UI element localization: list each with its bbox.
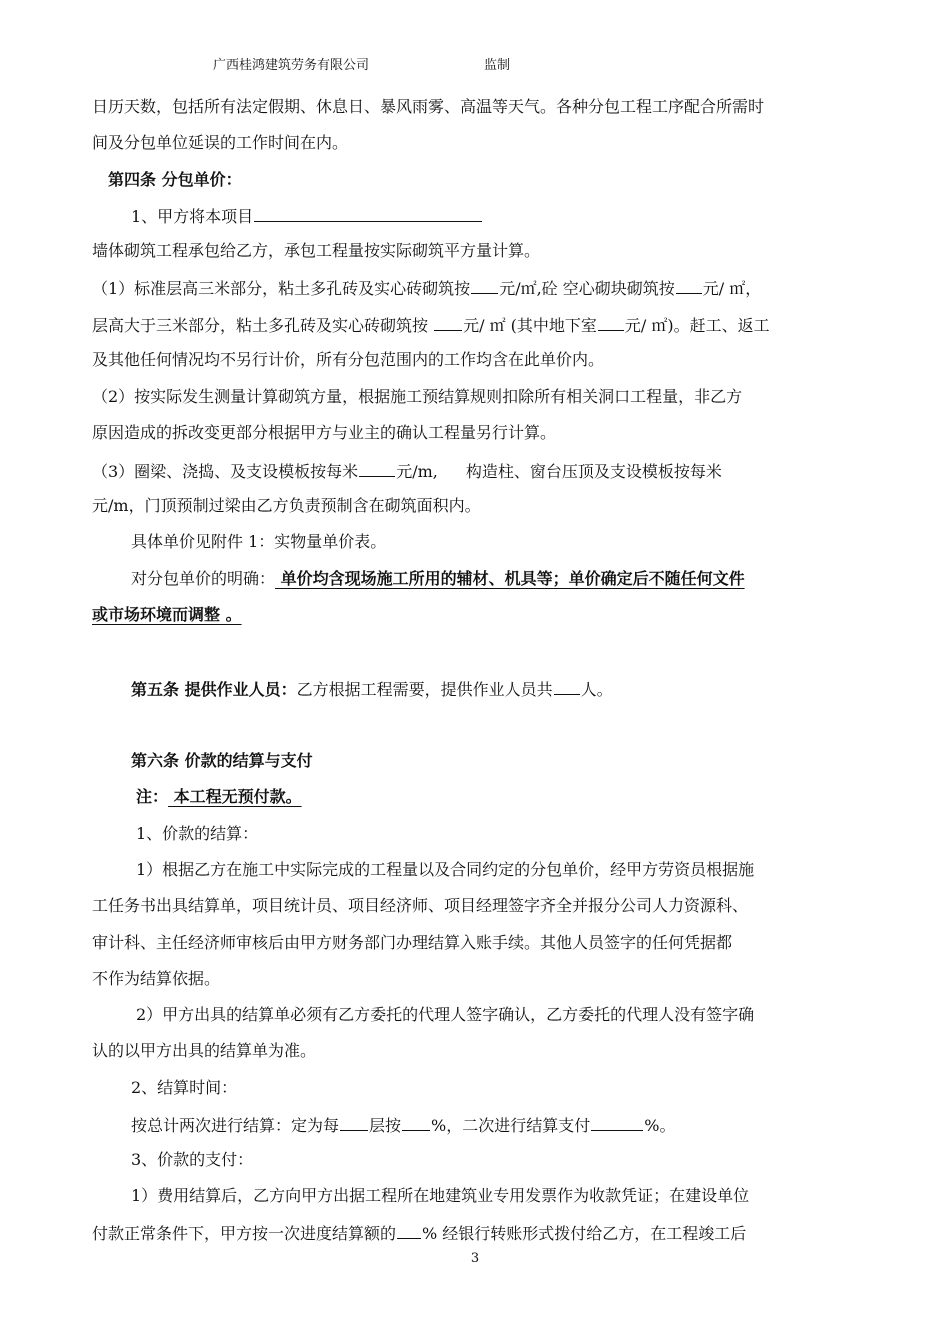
paragraph-line: [131, 568, 901, 590]
percent-blank: [397, 1221, 421, 1239]
header-company: 广西桂鸿建筑劳务有限公司: [213, 58, 370, 73]
note-line: [136, 786, 906, 808]
paragraph-line: 墙体砌筑工程承包给乙方，承包工程量按实际砌筑平方量计算。: [92, 241, 541, 260]
paragraph-line: 1）根据乙方在施工中实际完成的工程量以及合同约定的分包单价，经甲方劳资员根据施: [136, 860, 755, 879]
text: 付款正常条件下，甲方按一次进度结算额的: [92, 1224, 397, 1243]
paragraph-line: 3、价款的支付：: [131, 1150, 254, 1169]
percent-blank: [402, 1113, 430, 1131]
project-name-blank: [254, 204, 482, 222]
paragraph-line: 工任务书出具结算单，项目统计员、项目经济师、项目经理签字齐全并报分公司人力资源科、: [92, 896, 749, 915]
price-blank: [676, 276, 702, 294]
paragraph-line: 2、结算时间：: [131, 1078, 238, 1097]
floor-blank: [340, 1113, 368, 1131]
paragraph-line: 原因造成的拆改变更部分根据甲方与业主的确认工程量另行计算。: [92, 423, 557, 442]
paragraph-line: 2）甲方出具的结算单必须有乙方委托的代理人签字确认，乙方委托的代理人没有签字确: [136, 1005, 755, 1024]
text: （1）标准层高三米部分，粘土多孔砖及实心砖砌筑按: [92, 279, 471, 298]
paragraph-line: 1、价款的结算：: [136, 824, 259, 843]
percent-blank: [591, 1113, 643, 1131]
paragraph-line: 不作为结算依据。: [92, 969, 221, 988]
text: 层高大于三米部分，粘土多孔砖及实心砖砌筑按: [92, 316, 434, 335]
text: 层按: [369, 1116, 402, 1135]
text: % 经银行转账形式拨付给乙方，在工程竣工后: [422, 1224, 747, 1243]
paragraph-line: （2）按实际发生测量计算砌筑方量，根据施工预结算规则扣除所有相关洞口工程量，非乙方: [92, 387, 743, 406]
text: 1、甲方将本项目: [131, 207, 254, 226]
note-label: 注：: [136, 787, 169, 806]
article-5-line: [131, 677, 901, 701]
text: 乙方根据工程需要，提供作业人员共: [296, 680, 553, 699]
paragraph-line: [131, 1113, 901, 1137]
text: 元/m,: [396, 462, 438, 481]
text: 构造柱、窗台压顶及支设模板按每米: [465, 462, 722, 481]
count-blank: [554, 677, 580, 695]
paragraph-line: 及其他任何情况均不另行计价，所有分包范围内的工作均含在此单价内。: [92, 350, 605, 369]
article-4-heading: 第四条 分包单价：: [108, 170, 242, 189]
price-clarification-cont: 或市场环境而调整 。: [92, 605, 242, 624]
paragraph-line: [92, 276, 862, 300]
page-number: 3: [470, 1251, 480, 1266]
text: 元/ ㎡ (其中地下室: [463, 316, 597, 335]
header-label: 监制: [484, 58, 511, 73]
text: 元/ ㎡，: [702, 279, 762, 298]
text: 按总计两次进行结算：定为每: [131, 1116, 340, 1135]
text: 元/㎡,砼 空心砌块砌筑按: [499, 279, 675, 298]
paragraph-line: [131, 204, 901, 228]
price-blank: [598, 313, 624, 331]
price-blank: [359, 459, 395, 477]
text: %，二次进行结算支付: [431, 1116, 591, 1135]
price-clarification: 单价均含现场施工所用的辅材、机具等；单价确定后不随任何文件: [275, 569, 745, 588]
paragraph-line: 1）费用结算后，乙方向甲方出据工程所在地建筑业专用发票作为收款凭证；在建设单位: [131, 1186, 750, 1205]
paragraph-line: 审计科、主任经济师审核后由甲方财务部门办理结算入账手续。其他人员签字的任何凭据都: [92, 933, 733, 952]
paragraph-line: 具体单价见附件 1：实物量单价表。: [131, 532, 387, 551]
note-text: 本工程无预付款。: [168, 787, 302, 806]
paragraph-line: 间及分包单位延误的工作时间在内。: [92, 133, 349, 152]
paragraph-line: 日历天数，包括所有法定假期、休息日、暴风雨雾、高温等天气。各种分包工程工序配合所需时: [92, 97, 765, 116]
paragraph-line: 认的以甲方出具的结算单为准。: [92, 1041, 317, 1060]
paragraph-line: [92, 459, 862, 483]
text: （3）圈梁、浇捣、及支设模板按每米: [92, 462, 359, 481]
article-5-heading: 第五条 提供作业人员：: [131, 680, 297, 699]
article-6-heading: 第六条 价款的结算与支付: [131, 751, 313, 770]
price-blank: [434, 313, 462, 331]
paragraph-line: [92, 313, 862, 337]
paragraph-line: [92, 1221, 862, 1245]
text: %。: [644, 1116, 676, 1135]
text: 对分包单价的明确：: [131, 569, 276, 588]
text: 人。: [580, 680, 613, 699]
price-blank: [471, 276, 498, 294]
text: 元/ ㎡)。赶工、返工: [624, 316, 770, 335]
paragraph-line: 元/m，门顶预制过梁由乙方负责预制含在砌筑面积内。: [92, 496, 481, 515]
